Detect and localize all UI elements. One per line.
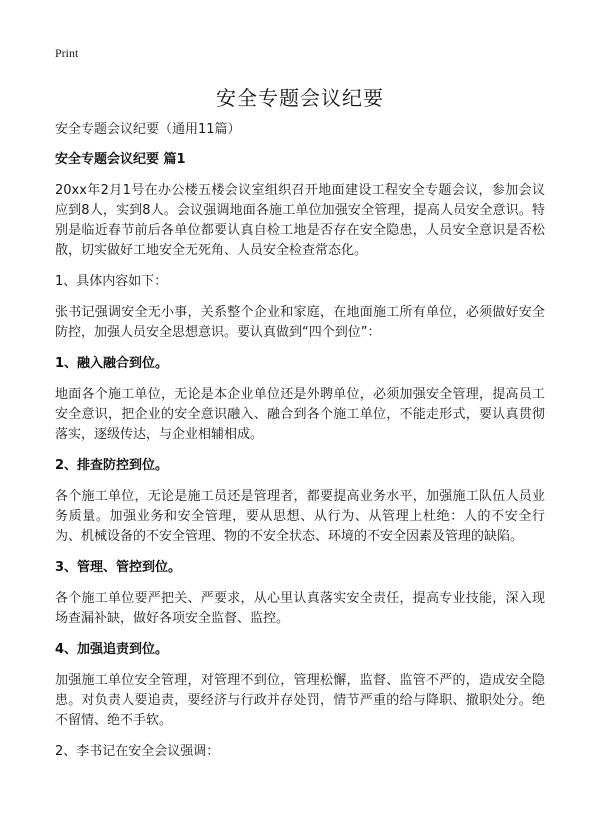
section1-title: 1、具体内容如下： [55, 274, 168, 289]
point-heading: 2、排查防控到位。 [55, 458, 169, 473]
point-heading: 4、加强追责到位。 [55, 642, 169, 657]
point-body: 加强施工单位安全管理，对管理不到位，管理松懈，监督、监管不严的，造成安全隐患。对负责人要追责，要经济与行政并存处罚，情节严重的给与降职、撤职处分。绝不留情、绝不手软。 [55, 673, 545, 728]
page-title: 安全专题会议纪要 [216, 86, 384, 110]
section1-body: 张书记强调安全无小事，关系整个企业和家庭，在地面施工所有单位，必须做好安全防控，加强人员安全思想意识。要认真做到“四个到位”： [55, 305, 545, 340]
point-body: 各个施工单位要严把关、严要求，从心里认真落实安全责任，提高专业技能，深入现场查漏补缺，做好各项安全监督、监控。 [55, 591, 545, 626]
point-heading: 1、融入融合到位。 [55, 356, 169, 371]
section2-title: 2、李书记在安全会议强调： [55, 744, 220, 759]
intro-paragraph: 20xx年2月1号在办公楼五楼会议室组织召开地面建设工程安全专题会议，参加会议应到8人，实到8人。会议强调地面各施工单位加强安全管理，提高人员安全意识。特别是临近春节前后各单位都要认真自检工地是否存在安全隐患，人员安全意识是否松散，切实做好工地安全无死角、人员安全检查常态化。 [55, 183, 545, 258]
print-label[interactable]: Print [55, 46, 79, 60]
document-subtitle: 安全专题会议纪要（通用11篇） [55, 122, 241, 137]
document-body [55, 120, 545, 773]
article-heading: 安全专题会议纪要 篇1 [55, 152, 186, 167]
point-body: 各个施工单位，无论是施工员还是管理者，都要提高业务水平，加强施工队伍人员业务质量。加强业务和安全管理，要从思想、从行为、从管理上杜绝：人的不安全行为、机械设备的不安全管理、物的不安全状态、环境的不安全因素及管理的缺陷。 [55, 489, 545, 544]
point-body: 地面各个施工单位，无论是本企业单位还是外聘单位，必须加强安全管理，提高员工安全意识，把企业的安全意识融入、融合到各个施工单位，不能走形式，要认真贯彻落实，逐级传达，与企业相辅相成。 [55, 387, 545, 442]
point-heading: 3、管理、管控到位。 [55, 560, 182, 575]
